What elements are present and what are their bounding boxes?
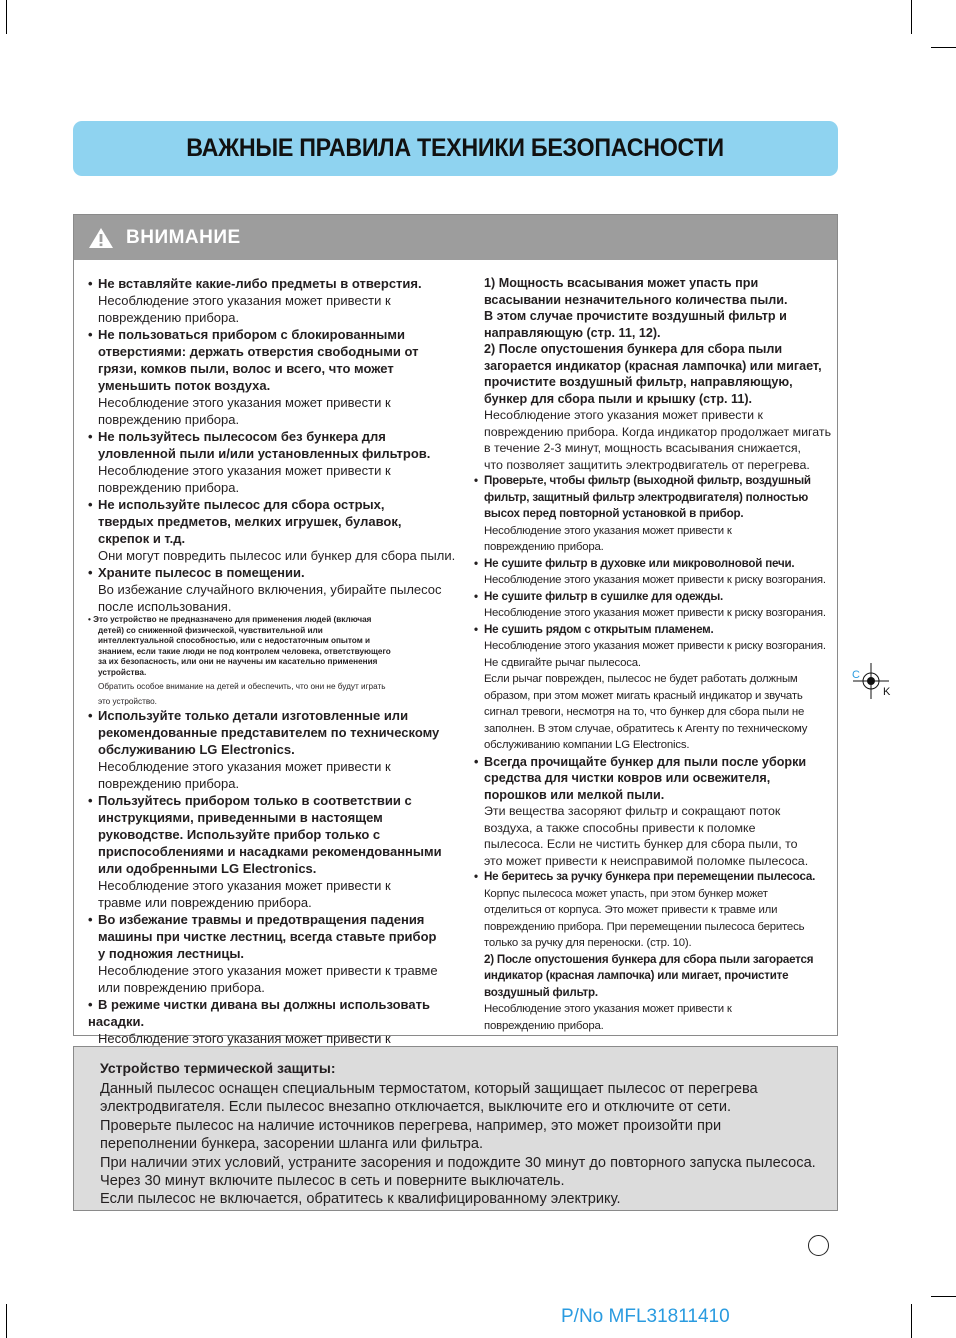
warning-box <box>73 214 838 1046</box>
warning-heading-line: грязи, комков пыли, волос и всего, что может <box>98 361 394 376</box>
crop-mark <box>911 1304 912 1338</box>
crop-mark <box>6 0 7 34</box>
warning-note-line: пылесоса. Если не чистить бункер для сбора пыли, то <box>484 837 798 851</box>
warning-item <box>88 496 468 564</box>
warning-item <box>474 869 832 1034</box>
thermal-heading: Устройство термической защиты: <box>100 1060 336 1076</box>
warning-item <box>88 326 468 428</box>
bullet: • <box>474 622 478 636</box>
bullet: • <box>474 556 478 570</box>
warning-heading-line: • Храните пылесос в помещении. <box>88 565 305 580</box>
bullet: • <box>474 589 478 603</box>
bullet: • <box>474 870 478 883</box>
warning-note-line: Несоблюдение этого указания может привести к <box>484 1003 732 1015</box>
warning-note-line: Несоблюдение этого указания может привести к <box>98 395 391 410</box>
warning-heading-line: • Не сушить рядом с открытым пламенем. <box>474 622 832 639</box>
warning-heading-line: высох перед повторной установкой в прибор. <box>484 507 744 520</box>
warning-heading-line: • В режиме чистки дивана вы должны использовать насадки. <box>88 997 430 1029</box>
warning-heading-line: отверстиями: держать отверстия свободными от <box>98 344 419 359</box>
warning-heading-line: фильтр, защитный фильтр электродвигателя) полностью <box>484 490 809 504</box>
warning-note-line: Несоблюдение этого указания может привести к травме <box>98 963 438 978</box>
warning-note-line: травме или повреждению прибора. <box>98 895 312 910</box>
warning-heading-line: уменьшить поток воздуха. <box>98 378 271 393</box>
thermal-line: Данный пылесос оснащен специальным термостатом, который защищает пылесос от перегрева <box>100 1081 758 1097</box>
warning-heading-line: • Не используйте пылесос для сбора острых, <box>88 497 385 512</box>
warning-heading-line: • Всегда прочищайте бункер для пыли после уборки <box>474 754 807 769</box>
warning-note-line: Во избежание случайного включения, убирайте пылесос <box>98 582 442 597</box>
bullet: • <box>88 708 93 723</box>
warning-note-line: Несоблюдение этого указания может привести к <box>98 463 391 478</box>
warning-heading-line: • Не беритесь за ручку бункера при перемещении пылесоса. <box>474 869 832 886</box>
bullet: • <box>474 474 478 487</box>
warning-item <box>88 911 468 996</box>
warning-heading-line: или одобренными LG Electronics. <box>98 861 317 876</box>
warning-heading-line: устройства. <box>98 667 147 677</box>
warning-item <box>474 622 832 754</box>
warning-note-line: после использования. <box>98 599 232 614</box>
thermal-line: Проверьте пылесос на наличие источников перегрева, например, это может произойти при <box>100 1117 722 1134</box>
warning-note-line: Несоблюдение этого указания может привести к <box>484 408 763 422</box>
warning-heading-line: детей) со сниженной физической, чувствительной или <box>98 625 323 635</box>
warning-item <box>474 556 832 589</box>
warning-note-line: что позволяет защитить электродвигатель от перегрева. <box>484 457 810 472</box>
warning-note-line: или повреждению прибора. <box>98 980 265 995</box>
warning-heading-line: бункер для сбора пыли и крышку (стр. 11). <box>484 391 753 406</box>
warning-item <box>474 589 832 622</box>
thermal-text <box>100 1080 827 1209</box>
warning-heading-line: • Это устройство не предназначено для применения людей (включая <box>88 615 372 624</box>
warning-note-line: Корпус пылесоса может упасть, при этом бункер может <box>484 887 768 900</box>
warning-item <box>88 707 468 792</box>
warning-heading-line: порошков или мелкой пыли. <box>484 787 665 802</box>
warning-heading-line: за их безопасность, или они не научены им касательно применения <box>98 657 378 666</box>
warning-heading-line: • Не пользуйтесь пылесосом без бункера для <box>88 429 386 444</box>
warning-note-line: Они могут повредить пылесос или бункер для сбора пыли. <box>98 548 456 563</box>
registration-letter-c: C <box>852 669 860 681</box>
warning-heading-line: • Во избежание травмы и предотвращения падения <box>88 912 425 927</box>
warning-title: ВНИМАНИЕ <box>126 226 241 248</box>
warning-item <box>88 564 468 615</box>
warning-heading-line: 2) После опустошения бункера для сбора пыли <box>484 342 783 356</box>
warning-heading-line: машины при чистке лестниц, всегда ставьте прибор <box>98 929 437 944</box>
warning-note-line: Несоблюдение этого указания может привести к риску возгорания. <box>484 607 826 619</box>
warning-column-right <box>474 275 832 1034</box>
warning-note-line: Несоблюдение этого указания может привести к <box>98 1031 391 1046</box>
warning-heading-line: направляющую (стр. 11, 12). <box>484 325 661 340</box>
crop-mark <box>911 0 912 34</box>
warning-note-line: повреждению прибора. <box>98 480 240 495</box>
warning-note-line: повреждению прибора. При перемещении пылесоса беритесь <box>484 920 805 933</box>
warning-heading-line: • Не сушите фильтр в сушилке для одежды. <box>474 589 832 606</box>
bullet: • <box>88 327 93 342</box>
warning-heading-line: инструкциями, приведенными в настоящем <box>98 810 383 825</box>
warning-note-line: Несоблюдение этого указания может привести к <box>98 759 391 774</box>
warning-heading-line: приспособлениями и насадками рекомендованными <box>98 844 442 859</box>
part-number: P/No MFL31811410 <box>561 1306 730 1327</box>
thermal-line: Если пылесос не включается, обратитесь к квалифицированному электрику. <box>100 1191 621 1208</box>
warning-heading-line: индикатор (красная лампочка) или мигает, прочистите <box>484 969 789 982</box>
registration-letter-k: K <box>883 686 891 698</box>
warning-note-line: это может привести к неисправимой поломке пылесоса. <box>484 853 809 868</box>
warning-item <box>88 275 468 326</box>
crop-mark <box>931 1296 956 1297</box>
warning-heading-line: у подножия лестницы. <box>98 946 245 961</box>
warning-note-line: Несоблюдение этого указания может привести к <box>98 878 391 893</box>
warning-note-line: Несоблюдение этого указания может привести к риску возгорания. <box>484 574 826 586</box>
crop-mark <box>6 1304 7 1338</box>
warning-item <box>88 615 468 707</box>
warning-heading-line: 2) После опустошения бункера для сбора пыли загорается <box>484 952 814 966</box>
warning-note-line: Если рычаг поврежден, пылесос не будет работать должным <box>484 673 798 685</box>
warning-heading-line: • Не пользоваться прибором с блокированными <box>88 327 405 342</box>
warning-note-line: это устройство. <box>98 696 157 706</box>
crop-mark <box>931 47 956 48</box>
warning-heading-line: В этом случае прочистите воздушный фильтр и <box>484 309 787 323</box>
warning-heading-line: скрепок и т.д. <box>98 531 186 546</box>
bullet: • <box>88 497 93 512</box>
warning-header <box>74 215 837 260</box>
bullet: • <box>88 793 93 808</box>
warning-note-line: в течение 2-3 минут, мощность всасывания снижается, <box>484 441 801 455</box>
warning-heading-line: обслуживанию LG Electronics. <box>98 742 295 757</box>
warning-item <box>88 428 468 496</box>
warning-note-line: воздуха, а также способны привести к поломке <box>484 820 756 835</box>
thermal-line: электродвигателя. Если пылесос внезапно отключается, выключите его и отключите от сети. <box>100 1099 732 1116</box>
warning-heading-line: • Пользуйтесь прибором только в соответствии с <box>88 793 412 808</box>
warning-note-line: заполнен. В этом случае, обратитесь к Агенту по техническому <box>484 722 808 735</box>
warning-note-line: Несоблюдение этого указания может привести к <box>484 524 732 537</box>
thermal-line: При наличии этих условий, устраните засорения и подождите 30 минут до повторного запуска пылесоса. <box>100 1154 816 1171</box>
warning-heading-line: воздушный фильтр. <box>484 985 598 999</box>
warning-note-line: повреждению прибора. <box>484 541 604 553</box>
warning-note-line: повреждению прибора. <box>98 412 240 427</box>
page-number-circle <box>808 1235 829 1256</box>
thermal-line: переполнении бункера, засорении шланга или фильтра. <box>100 1136 484 1153</box>
bullet: • <box>88 276 93 291</box>
warning-note-line: Несоблюдение этого указания может привести к <box>98 293 391 308</box>
warning-heading-line: 1) Мощность всасывания может упасть при <box>484 276 759 290</box>
warning-note-line: отделиться от корпуса. Это может привести к травме или <box>484 904 778 916</box>
warning-item <box>474 275 832 473</box>
warning-heading-line: всасывании незначительного количества пыли. <box>484 292 788 307</box>
warning-note-line: Эти вещества засоряют фильтр и сокращают поток <box>484 804 781 818</box>
warning-note-line: повреждению прибора. <box>98 310 240 325</box>
warning-note-line: Не сдвигайте рычаг пылесоса. <box>484 656 641 669</box>
warning-triangle-icon <box>88 227 114 249</box>
warning-heading-line: • Проверьте, чтобы фильтр (выходной фильтр, воздушный <box>474 473 832 490</box>
warning-heading-line: руководстве. Используйте прибор только с <box>98 827 381 842</box>
warning-note-line: Обратить особое внимание на детей и обеспечить, что они не будут играть <box>98 682 386 691</box>
warning-item <box>88 792 468 911</box>
bullet: • <box>88 912 93 927</box>
warning-item <box>474 754 832 870</box>
warning-heading-line: прочистите воздушный фильтр, направляющую, <box>484 375 793 389</box>
thermal-line: Через 30 минут включите пылесос в сеть и поверните выключатель. <box>100 1173 565 1190</box>
warning-note-line: Несоблюдение этого указания может привести к риску возгорания. <box>484 640 826 652</box>
warning-heading-line: интеллектуальной способностью, или с недостаточным опытом и <box>98 636 371 645</box>
warning-heading-line: загорается индикатор (красная лампочка) или мигает, <box>484 358 822 373</box>
thermal-protection-box <box>73 1046 838 1211</box>
warning-column-left <box>88 275 468 1064</box>
warning-note-line: повреждению прибора. <box>484 1019 604 1032</box>
warning-note-line: повреждению прибора. <box>98 776 240 791</box>
warning-item <box>474 473 832 556</box>
warning-note-line: сигнал тревоги, несмотря на то, что бункер для сбора пыли не <box>484 706 805 718</box>
warning-note-line: повреждению прибора. Когда индикатор продолжает мигать <box>484 424 832 439</box>
warning-note-line: образом, при этом может мигать красный индикатор и звучать <box>484 689 803 702</box>
title-banner <box>73 121 838 176</box>
warning-heading-line: • Используйте только детали изготовленные или <box>88 708 409 723</box>
bullet: • <box>88 429 93 444</box>
warning-note-line: только за ручку для переноски. (стр. 10). <box>484 937 692 949</box>
page-title: ВАЖНЫЕ ПРАВИЛА ТЕХНИКИ БЕЗОПАСНОСТИ <box>186 134 725 162</box>
warning-heading-line: твердых предметов, мелких игрушек, булавок, <box>98 514 402 529</box>
warning-heading-line: знанием, если такие люди не под контролем человека, ответствующего <box>98 646 391 656</box>
warning-heading-line: • Не вставляйте какие-либо предметы в отверстия. <box>88 276 422 291</box>
warning-note-line: обслуживанию компании LG Electronics. <box>484 739 690 751</box>
bullet: • <box>88 565 93 580</box>
warning-heading-line: • Не сушите фильтр в духовке или микроволновой печи. <box>474 556 832 573</box>
warning-heading-line: средства для чистки ковров или освежителя, <box>484 771 771 785</box>
bullet: • <box>474 754 479 769</box>
bullet: • <box>88 997 93 1012</box>
warning-heading-line: уловленной пыли и/или установленных фильтров. <box>98 446 431 461</box>
warning-heading-line: рекомендованные представителем по техническому <box>98 725 440 740</box>
